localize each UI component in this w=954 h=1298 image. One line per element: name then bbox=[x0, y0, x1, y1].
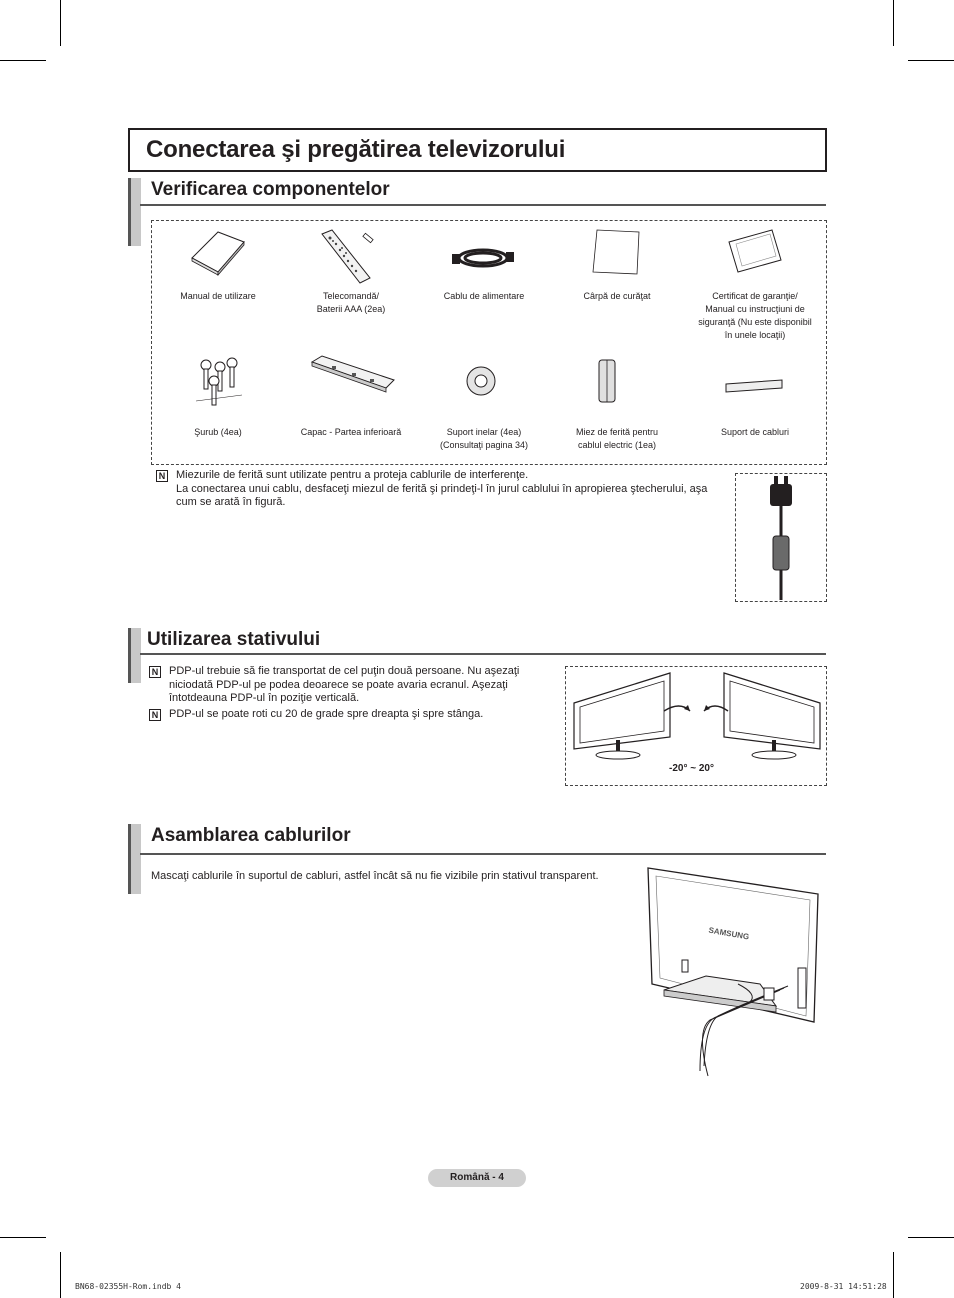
section-marker bbox=[128, 628, 141, 683]
tv-rotation-icon bbox=[566, 667, 824, 767]
note-icon: N bbox=[149, 666, 161, 678]
note-line: Miezurile de ferită sunt utilizate pentru a proteja cablurile de interferenţe. bbox=[176, 469, 529, 481]
section-marker bbox=[128, 824, 141, 894]
crop-mark bbox=[893, 1252, 894, 1298]
print-slug-right: 2009-8-31 14:51:28 bbox=[800, 1282, 887, 1291]
crop-mark bbox=[60, 0, 61, 46]
item-label: Şurub (4ea) bbox=[194, 427, 242, 437]
manual-book-icon bbox=[188, 228, 248, 278]
section-divider bbox=[140, 853, 826, 855]
print-slug-left: BN68-02355H-Rom.indb 4 bbox=[75, 1282, 181, 1291]
item-label: Suport inelar (4ea) (Consultaţi pagina 34) bbox=[439, 427, 529, 450]
item-label: Certificat de garanţie/ Manual cu instrucţiuni de siguranţă (Nu este disponibil în unele locaţii) bbox=[698, 291, 812, 340]
crop-mark bbox=[908, 1237, 954, 1238]
brand-logo-text: SAMSUNG bbox=[707, 925, 750, 942]
crop-mark bbox=[893, 0, 894, 46]
note-text: PDP-ul se poate roti cu 20 de grade spre dreapta şi spre stânga. bbox=[169, 708, 484, 720]
cables-instruction: Mascaţi cablurile în suportul de cabluri, astfel încât să nu fie vizibile prin stativul transparent. bbox=[151, 870, 599, 882]
plug-with-ferrite-icon bbox=[736, 474, 824, 600]
power-cord-icon bbox=[450, 236, 516, 276]
note-text: PDP-ul trebuie să fie transportat de cel puţin două persoane. Nu aşezaţi niciodată PDP-ul pe podea deoarece se poate avaria ecranul. Aşezaţi întotdeauna PDP-ul în poziţie verticală. bbox=[169, 665, 520, 704]
note-text bbox=[176, 469, 721, 510]
section-divider bbox=[140, 653, 826, 655]
page-title: Conectarea şi pregătirea televizorului bbox=[146, 136, 566, 163]
item-label: Suport de cabluri bbox=[720, 427, 790, 437]
warranty-card-icon bbox=[726, 228, 784, 274]
page-number-badge: Română - 4 bbox=[428, 1169, 526, 1187]
crop-mark bbox=[908, 60, 954, 61]
section-marker bbox=[128, 178, 141, 246]
remote-control-icon bbox=[318, 228, 388, 286]
ring-holder-icon bbox=[464, 364, 498, 398]
tv-back-cables-icon bbox=[638, 866, 824, 1078]
screws-icon bbox=[192, 357, 246, 409]
section-title-components: Verificarea componentelor bbox=[151, 179, 390, 200]
cable-holder-icon bbox=[722, 376, 786, 396]
section-title-stand: Utilizarea stativului bbox=[147, 629, 321, 650]
cleaning-cloth-icon bbox=[591, 228, 643, 276]
note-icon: N bbox=[149, 709, 161, 721]
crop-mark bbox=[0, 1237, 46, 1238]
crop-mark bbox=[60, 1252, 61, 1298]
bottom-cover-icon bbox=[306, 352, 398, 394]
item-label: Telecomandă/ Baterii AAA (2ea) bbox=[316, 291, 386, 314]
page-title-box bbox=[128, 128, 827, 172]
item-label: Miez de ferită pentru cablul electric (1ea) bbox=[575, 427, 659, 450]
note-line: La conectarea unui cablu, desfaceţi miezul de ferită şi prindeţi-l în jurul cablului în apropierea ştecherului, aşa cum se arată în figură. bbox=[176, 482, 708, 508]
item-label: Manual de utilizare bbox=[180, 291, 256, 301]
item-label: Cablu de alimentare bbox=[443, 291, 525, 301]
section-title-cables: Asamblarea cablurilor bbox=[151, 825, 351, 846]
item-label: Capac - Partea inferioară bbox=[300, 427, 402, 437]
ferrite-core-icon bbox=[595, 358, 619, 404]
rotation-angle-label: -20° ~ 20° bbox=[669, 763, 714, 774]
note-icon: N bbox=[156, 470, 168, 482]
crop-mark bbox=[0, 60, 46, 61]
item-label: Cârpă de curăţat bbox=[583, 291, 651, 301]
section-divider bbox=[140, 204, 826, 206]
